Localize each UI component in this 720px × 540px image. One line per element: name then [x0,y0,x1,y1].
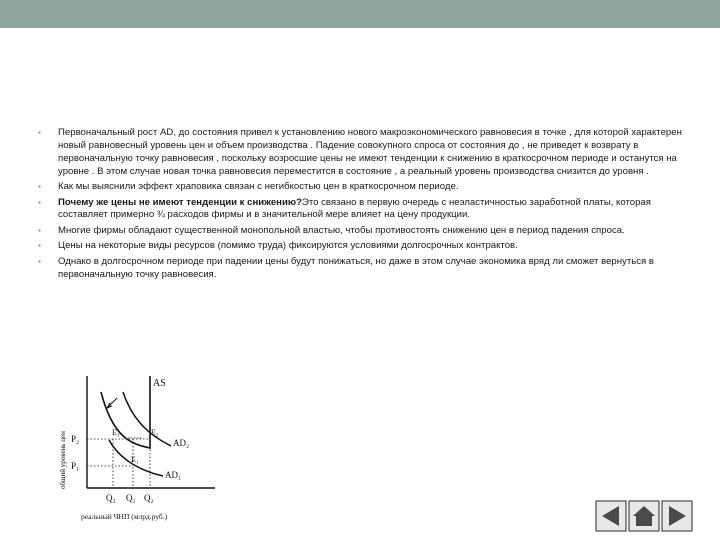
bullet-text: Первоначальный рост AD, до состояния привел к установлению нового макроэкономического равновесия в точке , для которой характерен новый равновесный уровень цен и объем производства . Падение совокупного спроса от состояния до , не приведет к возврату в первоначальную точку равновесия , поскольку возросшие цены не имеют тенденции к снижению в краткосрочном периоде и останутся на уровне . В этом случае новая точка равновесия переместится в состояние , а реальный уровень производства снизится до уровня . [58,127,682,177]
bullet-marker: ▪ [38,182,41,192]
bullet-item [38,181,688,194]
slide-navigation [595,500,693,532]
bullet-marker: ▪ [38,128,41,137]
bullet-text: Многие фирмы обладают существенной монопольной властью, чтобы противостоять снижению цен в период падения спроса. [58,224,625,236]
bullet-marker: ▪ [38,256,41,266]
bullet-item [38,225,688,238]
bullet-text: Это связано в первую очередь с неэластичностью заработной платы, которая составляет примерно ¾ расходов фирмы и в значительной мере влияет на цену продукции. [58,196,651,221]
e3-label: E₃ [112,428,120,437]
next-arrow-icon[interactable] [662,501,692,531]
bullet-item [38,256,688,282]
p1-label: P₁ [71,461,80,471]
x-axis-label: реальный ЧНП (млрд.руб.) [81,512,168,521]
title-bar-band [0,0,720,28]
y-axis-label: общий уровень цен [59,431,67,489]
ad1-label: AD₁ [165,470,182,480]
bullet-marker: ▪ [38,225,41,235]
bullet-item [38,127,688,179]
ratchet-effect-diagram [55,372,225,524]
bullet-item [38,240,688,253]
bullet-marker: ▪ [38,241,41,251]
bullet-text: Как мы выяснили эффект храповика связан с негибкостью цен в краткосрочном периоде. [58,181,459,193]
ad2-label: AD₂ [173,438,190,448]
e1-label: E₁ [131,455,139,464]
home-icon[interactable] [629,501,659,531]
bullet-list [38,127,688,284]
bullet-bold-text: Почему же цены не имеют тенденции к снижению? [58,196,302,208]
q2-label: Q₂ [144,493,154,503]
ad2-curve [123,392,171,446]
bullet-marker: ▪ [38,197,41,207]
prev-arrow-icon[interactable] [596,501,626,531]
bullet-item [38,197,688,223]
p2-label: P₂ [71,434,80,444]
bullet-text: Однако в долгосрочном периоде при падении цены будут понижаться, но даже в этом случае экономика вряд ли сможет вернуться в первоначальную точку равновесия. [58,255,655,280]
as-label: AS [153,378,166,389]
as-curve [101,376,150,448]
e2-label: E₂ [151,428,159,437]
q1-label: Q₁ [126,493,136,503]
bullet-text: Цены на некоторые виды ресурсов (помимо труда) фиксируются условиями долгосрочных контрактов. [58,240,518,252]
q3-label: Q₃ [106,493,116,503]
